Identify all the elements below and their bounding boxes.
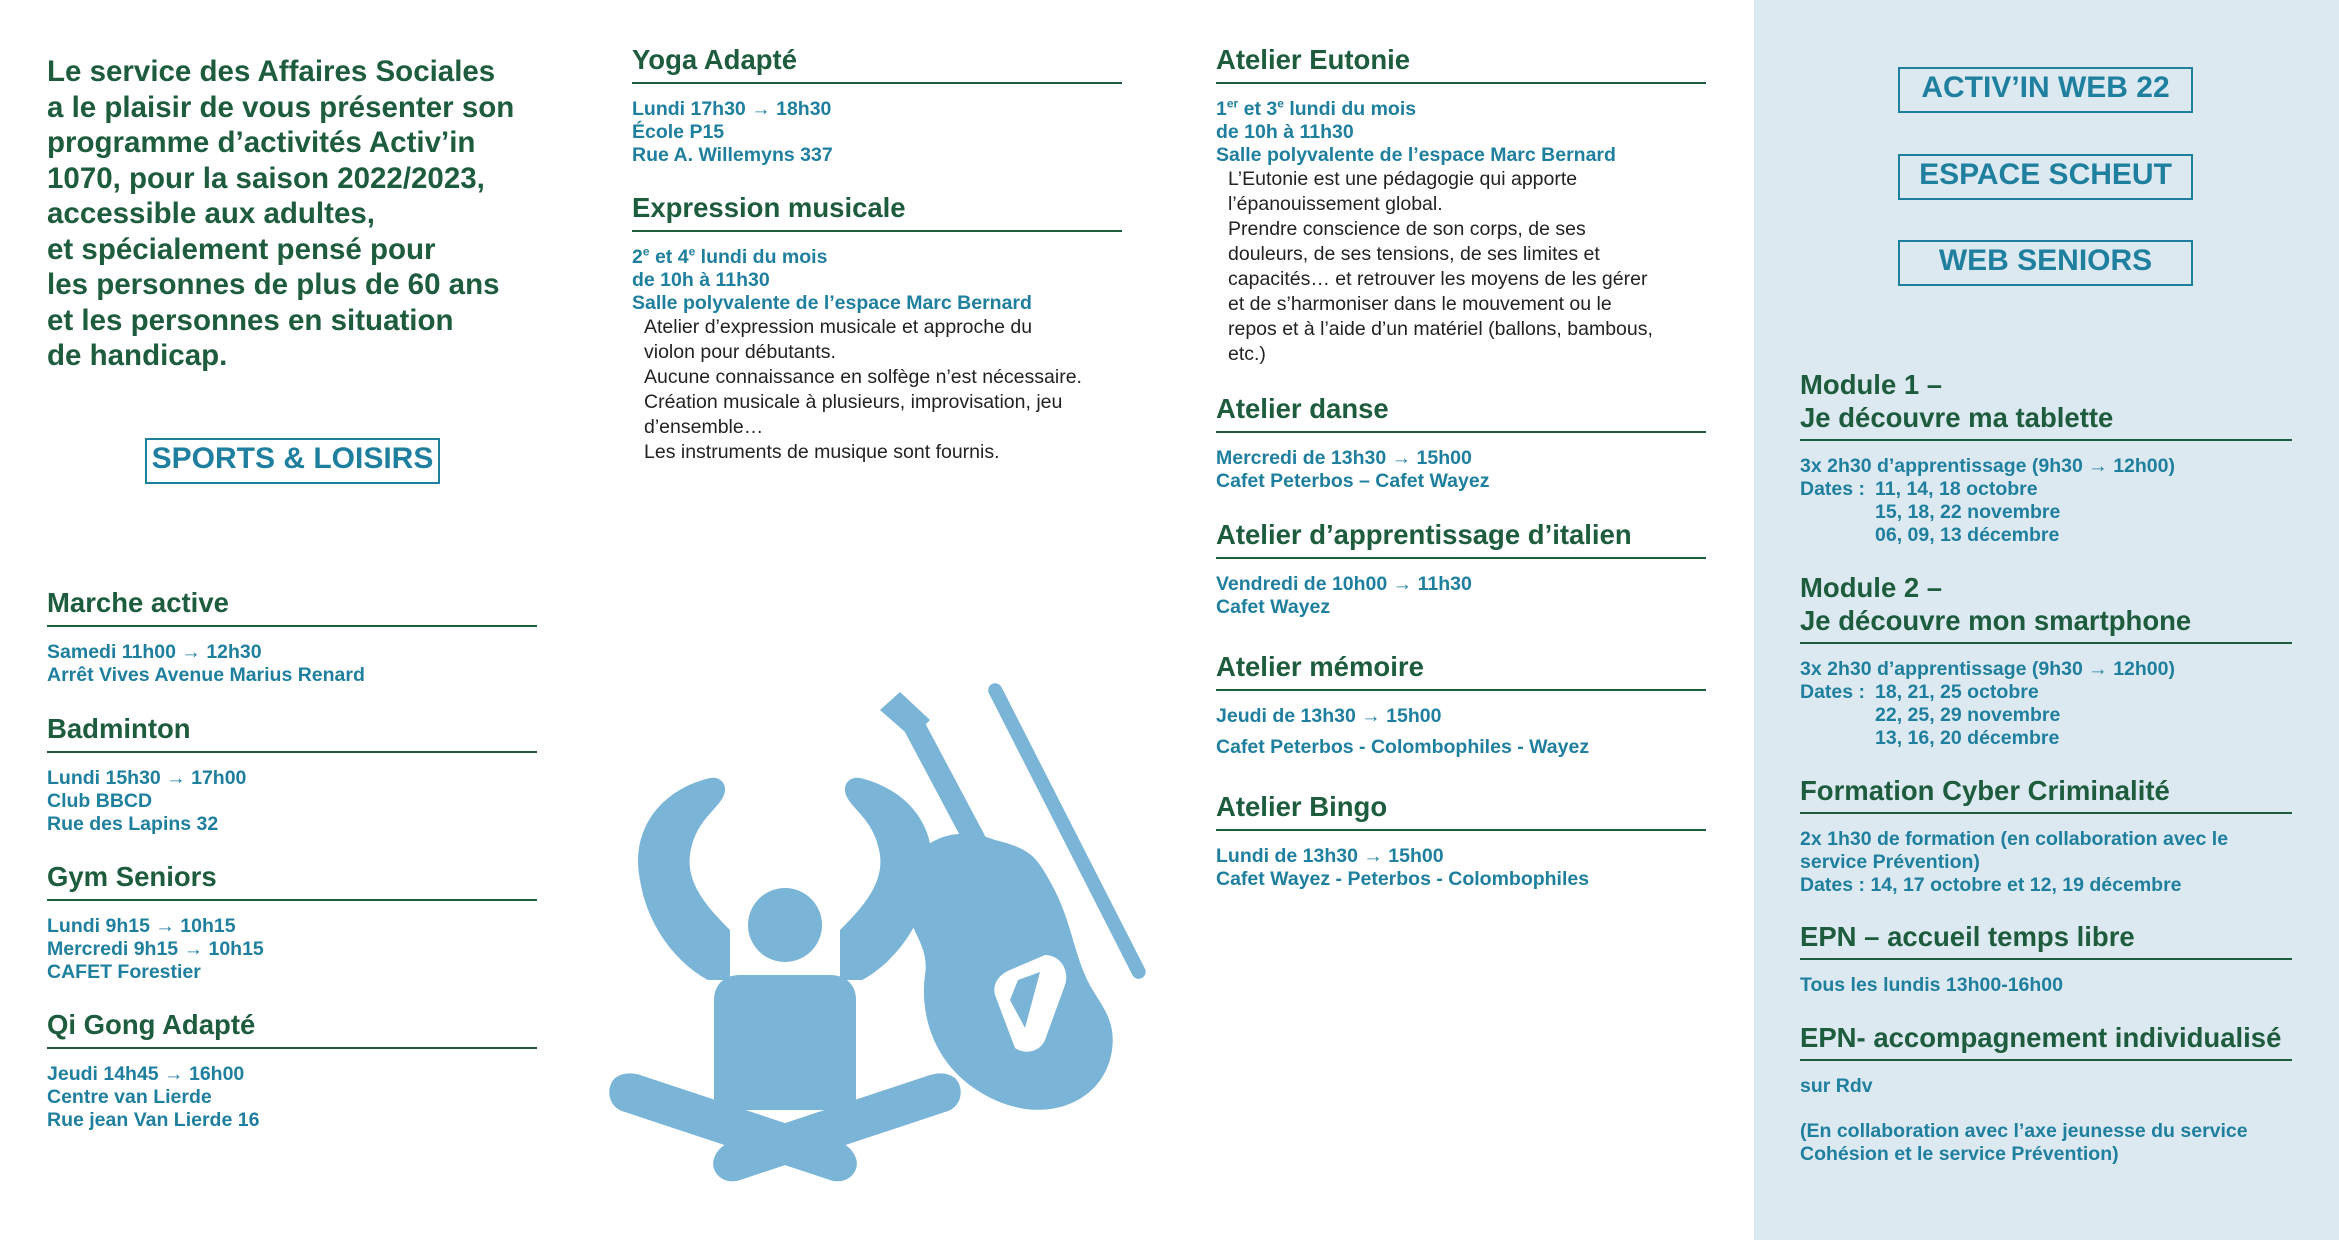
section-atelier-eutonie: Atelier Eutonie 1er et 3e lundi du mois de 10h à 11h30 Salle polyvalente de l’espace Marc Bernard L’Eutonie est une pédagogie qui apporte l’épanouissement global. Prendre conscience de son corps, de ses douleurs, de ses tensions, de ses limites et capacités… et retrouver les moyens de les gérer et de s’harmoniser dans le mouvement ou le repos et à l’aide d’un matériel (ballons, bambous, etc.) xyxy=(1216,43,1706,367)
section-title: Badminton xyxy=(47,712,537,753)
section-title: EPN- accompagnement individualisé xyxy=(1800,1021,2292,1061)
activin-web-22-button[interactable]: ACTIV’IN WEB 22 xyxy=(1898,67,2193,113)
section-title: Marche active xyxy=(47,586,537,627)
section-cyber-criminalite: Formation Cyber Criminalité 2x 1h30 de formation (en collaboration avec le service Prévention) Dates : 14, 17 octobre et 12, 19 décembre xyxy=(1800,774,2292,897)
section-title: EPN – accueil temps libre xyxy=(1800,920,2292,960)
section-badminton: Badminton Lundi 15h30 → 17h00 Club BBCD Rue des Lapins 32 xyxy=(47,712,537,836)
sports-loisirs-button[interactable]: SPORTS & LOISIRS xyxy=(145,438,440,484)
espace-scheut-button[interactable]: ESPACE SCHEUT xyxy=(1898,154,2193,200)
section-title: Gym Seniors xyxy=(47,860,537,901)
section-module-2: Module 2 – Je découvre mon smartphone 3x 2h30 d’apprentissage (9h30 → 12h00) Dates : 18, 21, 25 octobre 22, 25, 29 novembre 13, 16, 20 décembre xyxy=(1800,571,2292,750)
section-title: Yoga Adapté xyxy=(632,43,1122,84)
section-atelier-bingo: Atelier Bingo Lundi de 13h30 → 15h00 Cafet Wayez - Peterbos - Colombophiles xyxy=(1216,790,1706,891)
section-epn-accompagnement: EPN- accompagnement individualisé sur Rdv (En collaboration avec l’axe jeunesse du service Cohésion et le service Prévention) xyxy=(1800,1021,2292,1166)
intro-text: Le service des Affaires Sociales a le plaisir de vous présenter son programme d’activités Activ’in 1070, pour la saison 2022/2023, accessible aux adultes, et spécialement pensé pour les personnes de plus de 60 ans et les personnes en situation de handicap. xyxy=(47,55,515,372)
section-title: Expression musicale xyxy=(632,191,1122,232)
section-atelier-italien: Atelier d’apprentissage d’italien Vendredi de 10h00 → 11h30 Cafet Wayez xyxy=(1216,518,1706,619)
section-epn-accueil: EPN – accueil temps libre Tous les lundis 13h00-16h00 xyxy=(1800,920,2292,997)
section-title: Qi Gong Adapté xyxy=(47,1008,537,1049)
section-title: Atelier Eutonie xyxy=(1216,43,1706,84)
section-atelier-memoire: Atelier mémoire Jeudi de 13h30 → 15h00 Cafet Peterbos - Colombophiles - Wayez xyxy=(1216,650,1706,759)
section-title: Module 2 – Je découvre mon smartphone xyxy=(1800,571,2292,644)
yoga-figure-icon xyxy=(609,778,960,1182)
section-yoga-adapte: Yoga Adapté Lundi 17h30 → 18h30 École P15 Rue A. Willemyns 337 xyxy=(632,43,1122,167)
violin-icon xyxy=(880,681,1148,1110)
section-expression-musicale: Expression musicale 2e et 4e lundi du mois de 10h à 11h30 Salle polyvalente de l’espace Marc Bernard Atelier d’expression musicale et approche du violon pour débutants. Aucune connaissance en solfège n’est nécessaire. Création musicale à plusieurs, improvisation, jeu d’ensemble… Les instruments de musique sont fournis. xyxy=(632,191,1122,465)
section-title: Atelier mémoire xyxy=(1216,650,1706,691)
web-seniors-button[interactable]: WEB SENIORS xyxy=(1898,240,2193,286)
section-title: Atelier d’apprentissage d’italien xyxy=(1216,518,1706,559)
section-module-1: Module 1 – Je découvre ma tablette 3x 2h30 d’apprentissage (9h30 → 12h00) Dates : 11, 14, 18 octobre 15, 18, 22 novembre 06, 09, 13 décembre xyxy=(1800,368,2292,547)
section-atelier-danse: Atelier danse Mercredi de 13h30 → 15h00 Cafet Peterbos – Cafet Wayez xyxy=(1216,392,1706,493)
description: Atelier d’expression musicale et approche du violon pour débutants. Aucune connaissance en solfège n’est nécessaire. Création musicale à plusieurs, improvisation, jeu d’ensemble… Les instruments de musique sont fournis. xyxy=(644,316,1082,463)
section-gym-seniors: Gym Seniors Lundi 9h15 → 10h15 Mercredi 9h15 → 10h15 CAFET Forestier xyxy=(47,860,537,984)
section-title: Formation Cyber Criminalité xyxy=(1800,774,2292,814)
section-title: Atelier danse xyxy=(1216,392,1706,433)
description: L’Eutonie est une pédagogie qui apporte l’épanouissement global. Prendre conscience de son corps, de ses douleurs, de ses tensions, de ses limites et capacités… et retrouver les moyens de les gérer et de s’harmoniser dans le mouvement ou le repos et à l’aide d’un matériel (ballons, bambous, etc.) xyxy=(1228,168,1653,365)
section-title: Atelier Bingo xyxy=(1216,790,1706,831)
illustration xyxy=(600,680,1160,1200)
section-marche-active: Marche active Samedi 11h00 → 12h30 Arrêt Vives Avenue Marius Renard xyxy=(47,586,537,687)
section-title: Module 1 – Je découvre ma tablette xyxy=(1800,368,2292,441)
section-qi-gong: Qi Gong Adapté Jeudi 14h45 → 16h00 Centre van Lierde Rue jean Van Lierde 16 xyxy=(47,1008,537,1132)
